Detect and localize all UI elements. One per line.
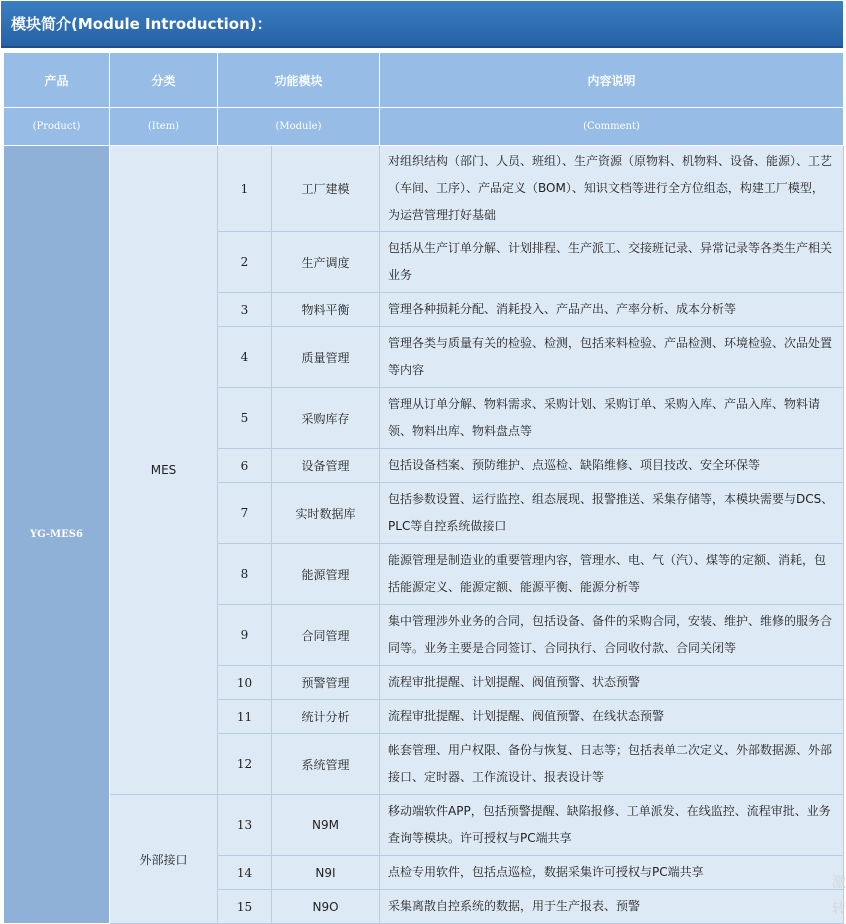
row-number: 2 bbox=[218, 232, 272, 293]
module-description: 包括参数设置、运行监控、组态展现、报警推送、采集存储等，本模块需要与DCS、PLC等自控系统做接口 bbox=[380, 483, 844, 544]
module-name: 质量管理 bbox=[272, 327, 380, 388]
module-description: 包括从生产订单分解、计划排程、生产派工、交接班记录、异常记录等各类生产相关业务 bbox=[380, 232, 844, 293]
watermark-char: 激 bbox=[832, 875, 846, 891]
table-row bbox=[4, 146, 844, 232]
row-number: 6 bbox=[218, 449, 272, 483]
module-name: N9I bbox=[272, 856, 380, 890]
module-name: 合同管理 bbox=[272, 605, 380, 666]
row-number: 10 bbox=[218, 666, 272, 700]
module-description: 集中管理涉外业务的合同，包括设备、备件的采购合同，安装、维护、维修的服务合同等。业务主要是合同签订、合同执行、合同收付款、合同关闭等 bbox=[380, 605, 844, 666]
header-product: 产品 bbox=[4, 53, 110, 108]
row-number: 13 bbox=[218, 795, 272, 856]
module-name: 采购库存 bbox=[272, 388, 380, 449]
module-name: N9O bbox=[272, 890, 380, 924]
module-description: 管理从订单分解、物料需求、采购计划、采购订单、采购入库、产品入库、物料请领、物料出库、物料盘点等 bbox=[380, 388, 844, 449]
module-name: 统计分析 bbox=[272, 700, 380, 734]
module-name: 预警管理 bbox=[272, 666, 380, 700]
table-row bbox=[4, 795, 844, 856]
header-module-en: (Module) bbox=[218, 108, 380, 146]
header-item: 分类 bbox=[110, 53, 218, 108]
product-name: YG-MES6 bbox=[4, 146, 110, 924]
module-description: 管理各种损耗分配、消耗投入、产品产出、产率分析、成本分析等 bbox=[380, 293, 844, 327]
module-description: 流程审批提醒、计划提醒、阀值预警、在线状态预警 bbox=[380, 700, 844, 734]
module-description: 管理各类与质量有关的检验、检测，包括来料检验、产品检测、环境检验、次品处置等内容 bbox=[380, 327, 844, 388]
module-name: 设备管理 bbox=[272, 449, 380, 483]
module-description: 包括设备档案、预防维护、点巡检、缺陷维修、项目技改、安全环保等 bbox=[380, 449, 844, 483]
row-number: 4 bbox=[218, 327, 272, 388]
row-number: 12 bbox=[218, 734, 272, 795]
header-row-cn bbox=[4, 53, 844, 108]
row-number: 14 bbox=[218, 856, 272, 890]
header-module: 功能模块 bbox=[218, 53, 380, 108]
module-name: 生产调度 bbox=[272, 232, 380, 293]
module-description: 点检专用软件，包括点巡检，数据采集许可授权与PC端共享 bbox=[380, 856, 844, 890]
row-number: 9 bbox=[218, 605, 272, 666]
category-external: 外部接口 bbox=[110, 795, 218, 924]
header-comment-en: (Comment) bbox=[380, 108, 844, 146]
row-number: 8 bbox=[218, 544, 272, 605]
row-number: 7 bbox=[218, 483, 272, 544]
watermark-char: 转 bbox=[832, 901, 846, 917]
section-title: 模块简介(Module Introduction)： bbox=[1, 1, 843, 48]
module-name: 实时数据库 bbox=[272, 483, 380, 544]
module-name: N9M bbox=[272, 795, 380, 856]
module-name: 工厂建模 bbox=[272, 146, 380, 232]
module-description: 流程审批提醒、计划提醒、阀值预警、状态预警 bbox=[380, 666, 844, 700]
module-name: 能源管理 bbox=[272, 544, 380, 605]
header-item-en: (Item) bbox=[110, 108, 218, 146]
header-product-en: (Product) bbox=[4, 108, 110, 146]
module-table bbox=[3, 52, 844, 924]
module-description: 采集离散自控系统的数据，用于生产报表、预警 bbox=[380, 890, 844, 924]
module-description: 对组织结构（部门、人员、班组）、生产资源（原物料、机物料、设备、能源）、工艺（车间、工序）、产品定义（BOM）、知识文档等进行全方位组态，构建工厂模型，为运营管理打好基础 bbox=[380, 146, 844, 232]
header-comment: 内容说明 bbox=[380, 53, 844, 108]
row-number: 1 bbox=[218, 146, 272, 232]
header-row-en bbox=[4, 108, 844, 146]
row-number: 5 bbox=[218, 388, 272, 449]
module-description: 帐套管理、用户权限、备份与恢复、日志等；包括表单二次定义、外部数据源、外部接口、定时器、工作流设计、报表设计等 bbox=[380, 734, 844, 795]
module-name: 系统管理 bbox=[272, 734, 380, 795]
module-description: 移动端软件APP，包括预警提醒、缺陷报修、工单派发、在线监控、流程审批、业务查询等模块。许可授权与PC端共享 bbox=[380, 795, 844, 856]
category-mes: MES bbox=[110, 146, 218, 795]
watermark bbox=[832, 870, 846, 922]
row-number: 11 bbox=[218, 700, 272, 734]
module-name: 物料平衡 bbox=[272, 293, 380, 327]
row-number: 3 bbox=[218, 293, 272, 327]
row-number: 15 bbox=[218, 890, 272, 924]
module-description: 能源管理是制造业的重要管理内容，管理水、电、气（汽）、煤等的定额、消耗，包括能源定义、能源定额、能源平衡、能源分析等 bbox=[380, 544, 844, 605]
